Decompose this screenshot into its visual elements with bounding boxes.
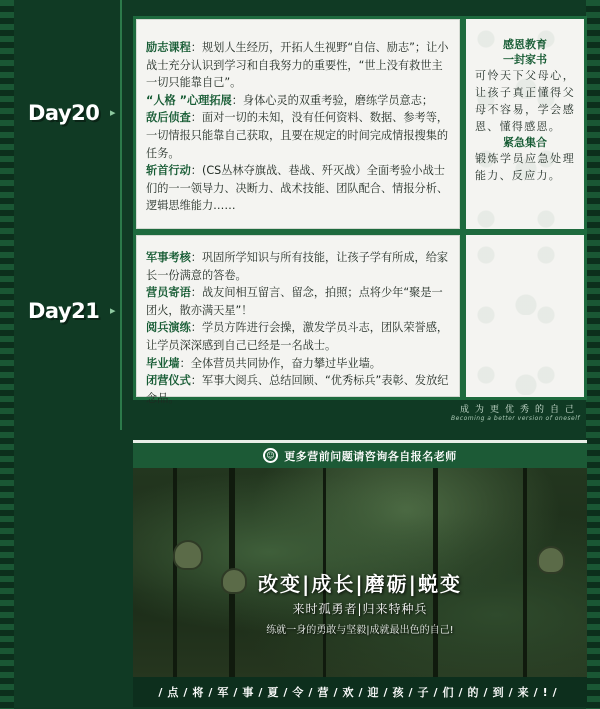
side-heading-assembly: 紧急集合 [503,136,547,149]
day20-para-3: 敌后侦查：面对一切的未知，没有任何资料、数据、参考等，一切情报只能靠自己获取，且要在规定的时间完成情报搜集的任务。 [146,111,449,160]
forest-photo [133,468,587,678]
day21-side-card [463,232,587,400]
consult-banner [133,440,587,468]
footer-welcome: /点/将/军/事/夏/令/营/欢/迎/孩/子/们/的/到/来/!/ [133,677,587,707]
day21-para-2: 营员寄语：战友间相互留言、留念，拍照；点将少年“聚是一团火，散亦满天星”！ [146,286,443,317]
day20-arrow-icon: ▸ [110,106,116,119]
day21-arrow-icon: ▸ [110,304,116,317]
right-decorative-border [586,0,600,709]
day20-para-4: 斩首行动：(CS丛林夺旗战、巷战、歼灭战）全面考验小战士们的一一领导力、决断力、战术技能、团队配合、情报分析、逻辑思维能力…… [146,164,449,213]
day20-badge: Day20 [28,101,100,125]
slogan-english: Becoming a better version of oneself [451,415,580,422]
day21-main-card [133,232,463,405]
day20-para-1: 励志课程：规划人生经历，开拓人生视野“自信、励志”；让小战士充分认识到学习和自我努力的重要性，“世上没有救世主一切只能靠自己”。 [146,41,449,90]
slogan [451,402,580,422]
day21-para-4: 毕业墙：全体营员共同协作，奋力攀过毕业墙。 [146,356,381,370]
day21-para-1: 军事考核：巩固所学知识与所有技能，让孩子学有所成，给家长一份满意的答卷。 [146,251,449,282]
day20-main-card [133,16,463,232]
timeline-line [120,0,122,430]
slogan-chinese: 成为更优秀的自己 [459,405,580,415]
side-heading-gratitude: 感恩教育 [503,38,547,51]
side-text-gratitude: 可怜天下父母心，让孩子真正懂得父母不容易，学会感恩、懂得感恩。 [475,69,575,133]
day20-side-card [463,16,587,232]
day21-badge: Day21 [28,299,100,323]
photo-subtitle: 来时孤勇者|归来特种兵 [292,602,428,616]
smile-icon: ☺ [263,448,278,463]
left-decorative-border [0,0,14,709]
photo-title: 改变|成长|磨砺|蜕变 [258,572,462,596]
photo-caption: 练就一身的勇敢与坚毅|成就最出色的自己! [266,625,454,636]
day21-para-3: 阅兵演练：学员方阵进行会操，激发学员斗志，团队荣誉感，让学员深深感到自己已经是一名战士。 [146,321,449,352]
day21-para-5: 闭营仪式：军事大阅兵、总结回顾、“优秀标兵”表彰、发放纪念品。 [146,374,449,405]
day20-para-2: “人格 ”心理拓展：身体心灵的双重考验，磨练学员意志； [146,93,434,107]
side-heading-letter: 一封家书 [503,53,547,66]
soldier-helmet [173,540,203,570]
consult-text: 更多营前问题请咨询各自报名老师 [284,449,457,463]
side-text-assembly: 锻炼学员应急处理能力、反应力。 [475,152,575,182]
